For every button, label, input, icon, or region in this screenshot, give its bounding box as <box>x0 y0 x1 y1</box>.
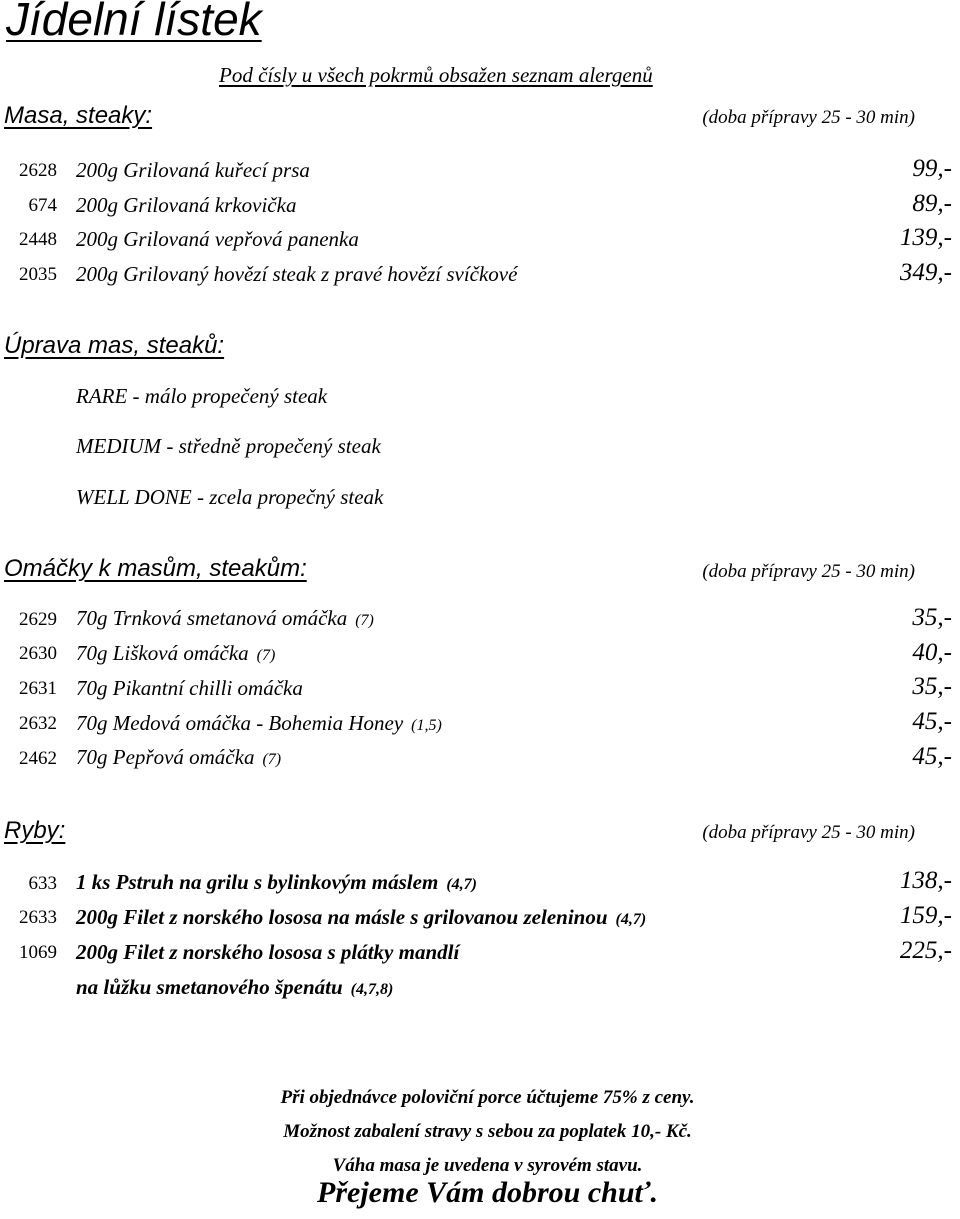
item-code: 2462 <box>19 748 57 769</box>
item-code: 2630 <box>19 643 57 664</box>
item-price: 349,- <box>899 259 952 286</box>
doneness-well-done: WELL DONE - zcela propečný steak <box>76 485 384 509</box>
half-portion-note: Při objednávce poloviční porce účtujeme 75% z ceny. <box>280 1087 695 1108</box>
allergen-note: Pod čísly u všech pokrmů obsažen seznam alergenů <box>219 63 653 87</box>
item-name-text: 70g Lišková omáčka <box>76 641 249 665</box>
item-code: 1069 <box>19 942 57 963</box>
meats-heading: Masa, steaky: <box>4 102 153 129</box>
doneness-rare: RARE - málo propečený steak <box>76 384 328 408</box>
item-name: 200g Grilovaná vepřová panenka <box>76 227 359 251</box>
sauces-heading: Omáčky k masům, steakům: <box>4 555 307 582</box>
item-code: 2629 <box>19 609 57 630</box>
menu-title: Jídelní lístek <box>6 0 262 45</box>
item-price: 99,- <box>912 155 952 182</box>
item-name-text: 70g Medová omáčka - Bohemia Honey <box>76 711 404 735</box>
item-allergens: (4,7,8) <box>350 981 394 998</box>
item-name-text: 70g Trnková smetanová omáčka <box>76 606 348 630</box>
item-price: 45,- <box>912 743 952 770</box>
sauces-prep-time: (doba přípravy 25 - 30 min) <box>702 561 915 582</box>
item-price: 45,- <box>912 708 952 735</box>
item-code: 633 <box>28 873 57 894</box>
item-code: 2448 <box>19 229 57 250</box>
item-price: 35,- <box>912 673 952 700</box>
item-name <box>76 606 374 631</box>
doneness-medium: MEDIUM - středně propečený steak <box>76 434 381 458</box>
doneness-heading: Úprava mas, steaků: <box>4 332 225 359</box>
item-code: 2035 <box>19 264 57 285</box>
item-name-text: 70g Pepřová omáčka <box>76 745 255 769</box>
item-name: 200g Filet z norského lososa s plátky mandlí <box>76 940 460 964</box>
closing-wish: Přejeme Vám dobrou chuť. <box>317 1176 658 1209</box>
item-price: 89,- <box>912 190 952 217</box>
item-name <box>76 711 442 736</box>
item-code: 2632 <box>19 713 57 734</box>
item-price: 225,- <box>899 937 952 964</box>
item-allergens: (7) <box>355 612 374 629</box>
item-allergens: (4,7) <box>615 911 647 928</box>
item-allergens: (1,5) <box>411 717 442 734</box>
item-code: 2631 <box>19 678 57 699</box>
takeaway-note: Možnost zabalení stravy s sebou za poplatek 10,- Kč. <box>283 1121 692 1142</box>
item-name <box>76 676 303 701</box>
item-name-text: na lůžku smetanového špenátu <box>76 975 343 999</box>
item-name: 200g Grilovaný hovězí steak z pravé hovězí svíčkové <box>76 262 518 286</box>
meats-prep-time: (doba přípravy 25 - 30 min) <box>702 107 915 128</box>
item-name-line2 <box>76 975 393 1000</box>
item-price: 138,- <box>899 867 952 894</box>
item-allergens: (4,7) <box>446 876 477 893</box>
item-name <box>76 870 477 895</box>
item-allergens: (7) <box>262 751 282 768</box>
item-price: 159,- <box>899 902 952 929</box>
item-name <box>76 641 275 666</box>
weight-note: Váha masa je uvedena v syrovém stavu. <box>332 1155 643 1176</box>
item-name <box>76 745 281 770</box>
item-allergens: (7) <box>256 647 276 664</box>
item-code: 674 <box>28 195 57 216</box>
item-name <box>76 905 646 930</box>
item-price: 40,- <box>912 639 952 666</box>
item-name-text: 200g Filet z norského lososa na másle s grilovanou zeleninou <box>76 905 608 929</box>
fish-heading: Ryby: <box>4 817 66 844</box>
item-price: 139,- <box>899 224 952 251</box>
item-name: 200g Grilovaná krkovička <box>76 193 297 217</box>
item-price: 35,- <box>912 604 952 631</box>
fish-prep-time: (doba přípravy 25 - 30 min) <box>702 822 915 843</box>
item-code: 2628 <box>19 160 57 181</box>
item-name-text: 1 ks Pstruh na grilu s bylinkovým máslem <box>76 870 439 894</box>
item-name-text: 70g Pikantní chilli omáčka <box>76 676 303 700</box>
item-name: 200g Grilovaná kuřecí prsa <box>76 158 310 182</box>
item-code: 2633 <box>19 907 57 928</box>
